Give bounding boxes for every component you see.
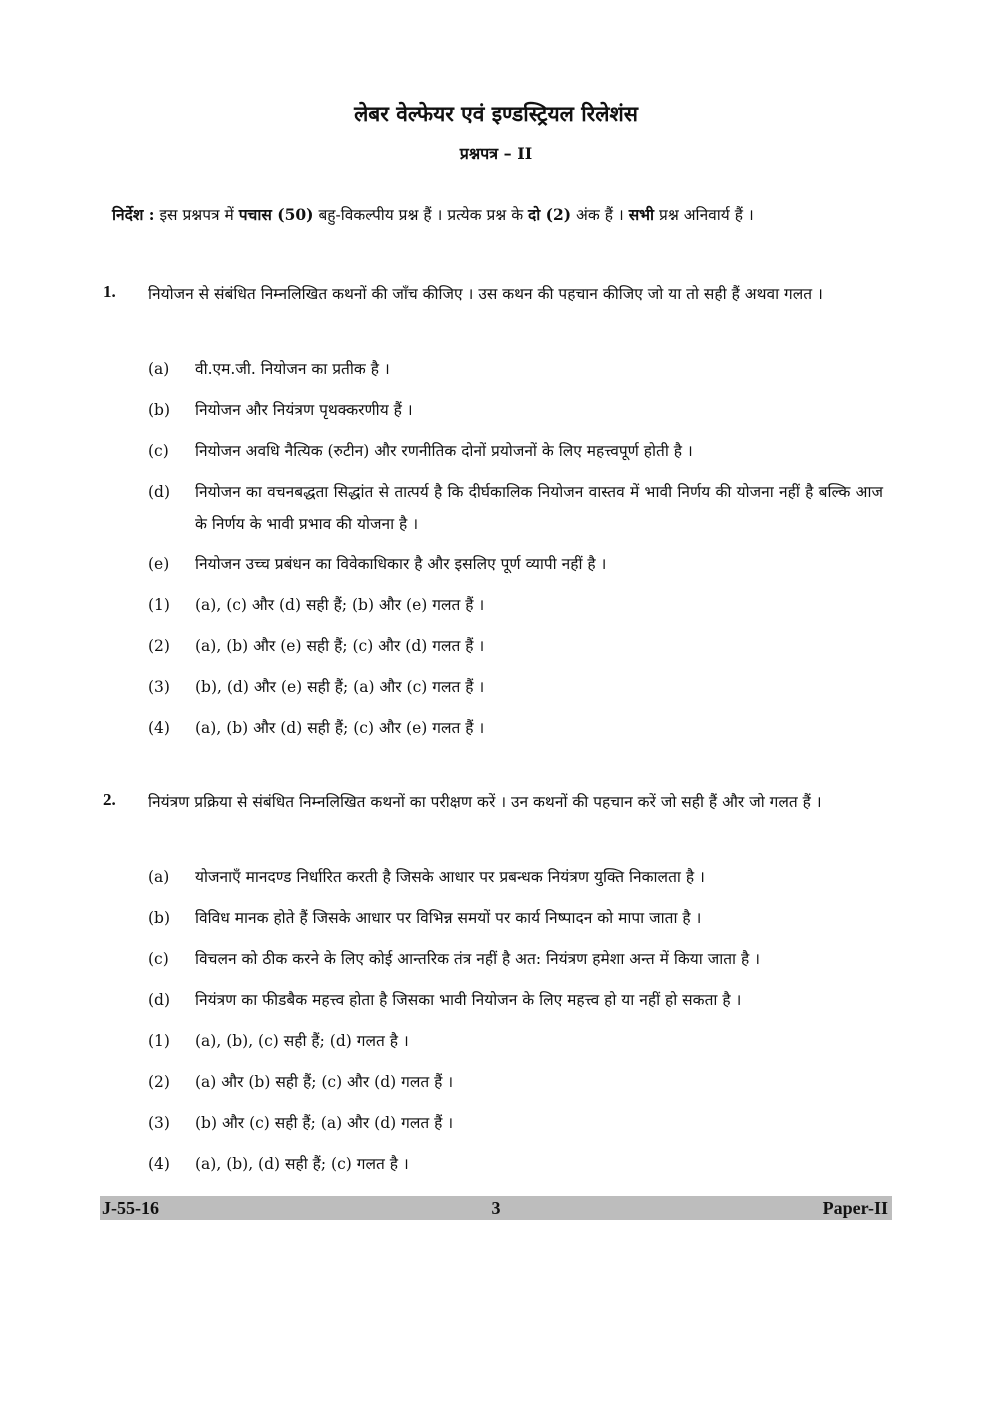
choice-text: (a), (b), (c) सही हैं; (d) गलत है । [195,1032,409,1050]
statement-text: नियोजन का वचनबद्धता सिद्धांत से तात्पर्य है कि दीर्घकालिक नियोजन वास्तव में भावी निर्णय की योजना नहीं है बल्कि आज के निर्णय के भावी प्रभाव की योजना है । [195,483,883,533]
instructions-text-4: प्रश्न अनिवार्य हैं । [654,206,754,224]
choice-label: (4) [148,719,170,737]
choice-4 [103,712,883,753]
choice-text: (a), (b) और (d) सही हैं; (c) और (e) गलत हैं । [195,719,485,737]
choice-2 [103,630,883,671]
statement-a [103,861,883,902]
choice-text: (b) और (c) सही हैं; (a) और (d) गलत हैं । [195,1114,454,1132]
statement-c [103,435,883,476]
instructions-label: निर्देश : [112,205,155,224]
question-number: 2. [103,790,116,809]
statement-label: (d) [148,483,171,501]
instructions-text-2: बहु-विकल्पीय प्रश्न हैं । प्रत्येक प्रश्न के [313,206,529,224]
choice-label: (1) [148,1032,170,1050]
choice-text: (a), (c) और (d) सही हैं; (b) और (e) गलत हैं । [195,596,485,614]
statement-label: (a) [148,360,170,378]
statement-label: (c) [148,442,169,460]
choice-label: (2) [148,1073,170,1091]
statement-c [103,943,883,984]
instructions-text-3: अंक हैं । [571,206,629,224]
choice-label: (4) [148,1155,170,1173]
paper-label: Paper-II [822,1198,888,1218]
statement-label: (c) [148,950,169,968]
choice-2 [103,1066,883,1107]
choice-label: (3) [148,678,170,696]
choice-label: (1) [148,596,170,614]
instructions-bold-1: पचास (50) [238,205,314,224]
statement-text: योजनाएँ मानदण्ड निर्धारित करती है जिसके आधार पर प्रबन्धक नियंत्रण युक्ति निकालता है । [195,868,705,886]
statement-label: (b) [148,401,171,419]
statement-label: (b) [148,909,171,927]
statement-label: (d) [148,991,171,1009]
choice-1 [103,589,883,630]
statement-b [103,902,883,943]
choice-text: (a), (b), (d) सही हैं; (c) गलत है । [195,1155,409,1173]
choice-text: (a) और (b) सही हैं; (c) और (d) गलत हैं । [195,1073,454,1091]
instructions-text-1: इस प्रश्नपत्र में [154,206,239,224]
statement-text: नियोजन अवधि नैत्यिक (रुटीन) और रणनीतिक दोनों प्रयोजनों के लिए महत्त्वपूर्ण होती है । [195,442,693,460]
choice-4 [103,1148,883,1189]
statement-d [103,984,883,1025]
question-text: नियंत्रण प्रक्रिया से संबंधित निम्नलिखित कथनों का परीक्षण करें । उन कथनों की पहचान करें जो सही हैं और जो गलत हैं । [148,793,822,811]
statement-text: नियोजन और नियंत्रण पृथक्करणीय हैं । [195,401,413,419]
instructions-bold-2: दो (2) [528,205,572,224]
statement-a [103,353,883,394]
statement-e [103,548,883,589]
choice-label: (3) [148,1114,170,1132]
page-number: 3 [491,1198,501,1218]
instructions-bold-3: सभी [628,205,655,224]
statement-label: (e) [148,555,170,573]
choice-text: (a), (b) और (e) सही हैं; (c) और (d) गलत हैं । [195,637,485,655]
statement-b [103,394,883,435]
statement-text: नियंत्रण का फीडबैक महत्त्व होता है जिसका भावी नियोजन के लिए महत्त्व हो या नहीं हो सकता है । [195,991,742,1009]
question-text: नियोजन से संबंधित निम्नलिखित कथनों की जाँच कीजिए । उस कथन की पहचान कीजिए जो या तो सही हैं अथवा गलत । [148,285,823,303]
statement-d [103,476,883,548]
choice-label: (2) [148,637,170,655]
statement-text: विविध मानक होते हैं जिसके आधार पर विभिन्न समयों पर कार्य निष्पादन को मापा जाता है । [195,909,702,927]
choice-3 [103,671,883,712]
paper-subtitle: प्रश्नपत्र – II [459,144,533,163]
question-1 [103,278,883,753]
instructions [112,203,892,227]
question-number: 1. [103,282,116,301]
paper-code: J-55-16 [102,1198,159,1218]
statement-text: नियोजन उच्च प्रबंधन का विवेकाधिकार है और इसलिए पूर्ण व्यापी नहीं है । [195,555,607,573]
statement-label: (a) [148,868,170,886]
choice-3 [103,1107,883,1148]
statement-text: वी.एम.जी. नियोजन का प्रतीक है । [195,360,390,378]
statement-text: विचलन को ठीक करने के लिए कोई आन्तरिक तंत्र नहीं है अत: नियंत्रण हमेशा अन्त में किया जाता है । [195,950,761,968]
paper-title: लेबर वेल्फेयर एवं इण्डस्ट्रियल रिलेशंस [354,101,638,126]
page-footer [100,1196,892,1220]
choice-1 [103,1025,883,1066]
choice-text: (b), (d) और (e) सही हैं; (a) और (c) गलत हैं । [195,678,485,696]
question-2 [103,786,883,1189]
